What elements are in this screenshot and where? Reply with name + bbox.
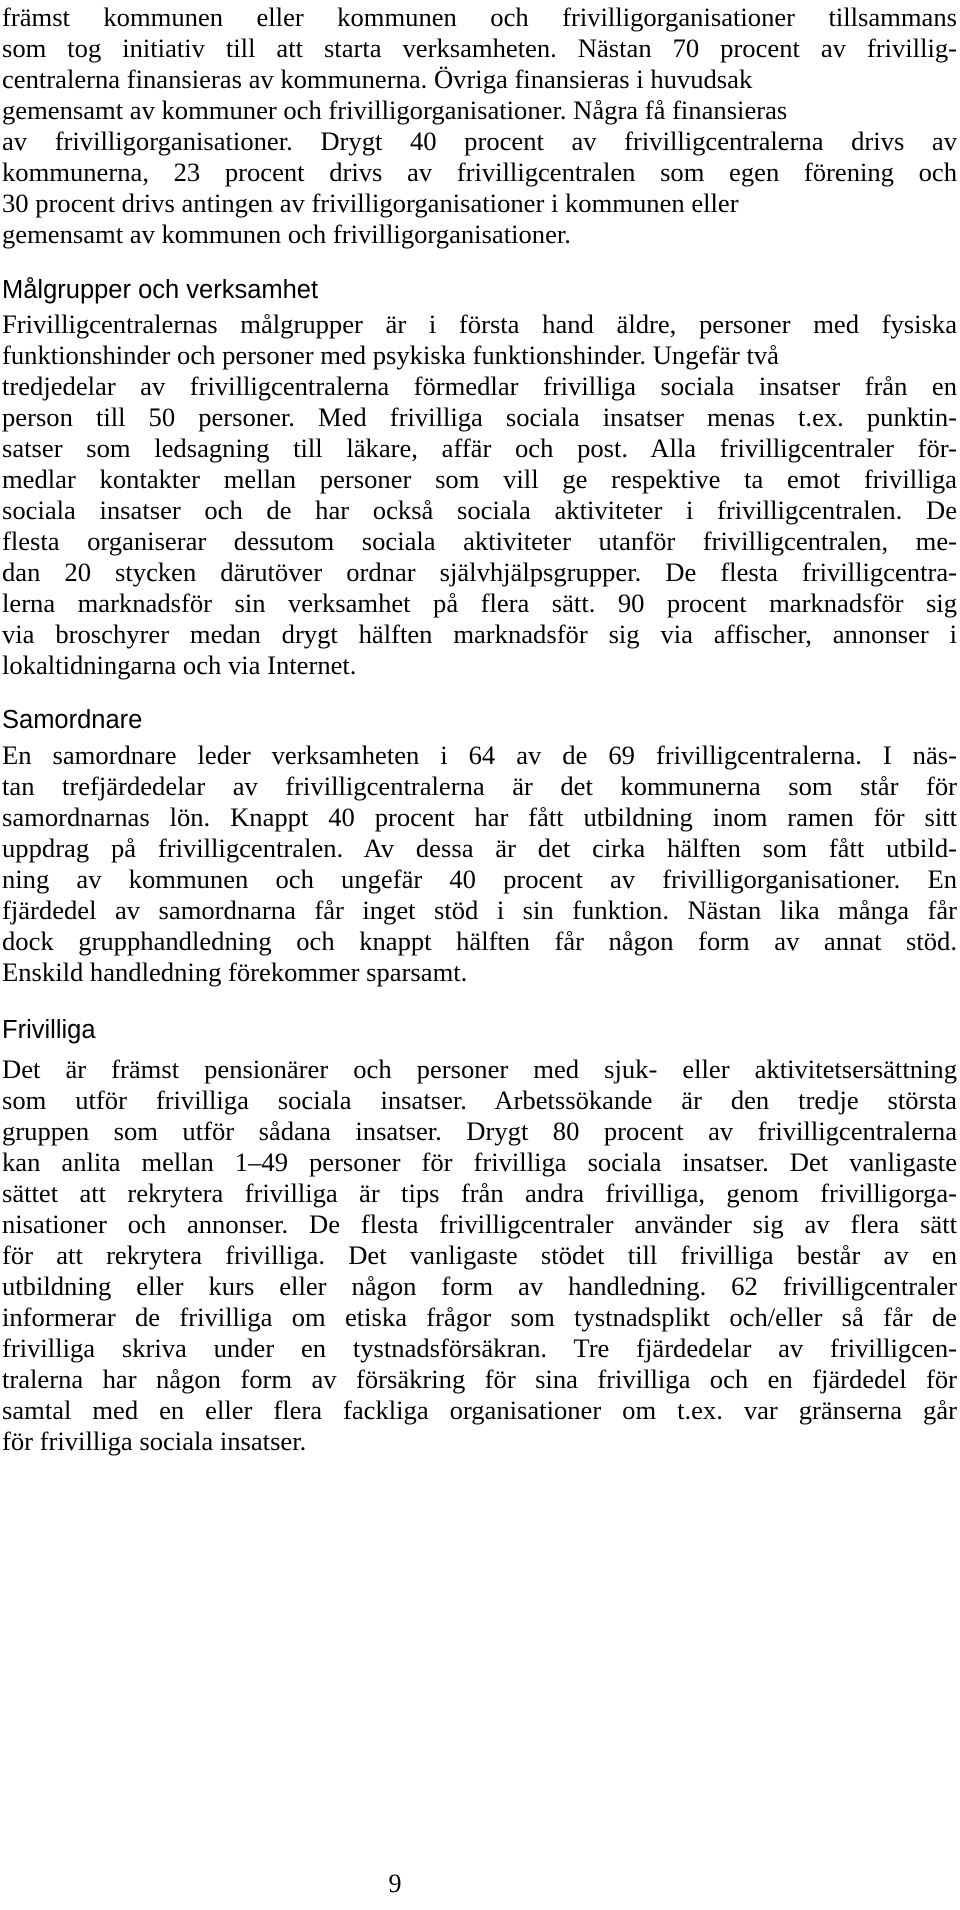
paragraph-line: medlar kontakter mellan personer som vill ge respektive ta emot frivilliga — [2, 464, 957, 494]
paragraph-line: för frivilliga sociala insatser. — [2, 1426, 307, 1456]
paragraph-line: nisationer och annonser. De flesta frivilligcentraler använder sig av flera sätt — [2, 1209, 957, 1239]
intro-line: främst kommunen eller kommunen och frivilligorganisationer tillsammans — [2, 2, 957, 32]
paragraph-line: informerar de frivilliga om etiska frågor som tystnadsplikt och/eller så får de — [2, 1302, 957, 1332]
paragraph-line: samordnarnas lön. Knappt 40 procent har fått utbildning inom ramen för sitt — [2, 802, 957, 832]
paragraph-line: lerna marknadsför sin verksamhet på flera sätt. 90 procent marknadsför sig — [2, 588, 957, 618]
paragraph-line: tan trefjärdedelar av frivilligcentralerna är det kommunerna som står för — [2, 771, 957, 801]
paragraph-line: dan 20 stycken därutöver ordnar självhjälpsgrupper. De flesta frivilligcentra- — [2, 557, 957, 587]
section-heading: Samordnare — [2, 706, 143, 734]
intro-line: kommunerna, 23 procent drivs av frivilligcentralen som egen förening och — [2, 157, 957, 187]
paragraph-line: som utför frivilliga sociala insatser. Arbetssökande är den tredje största — [2, 1085, 957, 1115]
paragraph-line: via broschyrer medan drygt hälften marknadsför sig via affischer, annonser i — [2, 619, 957, 649]
paragraph-line: lokaltidningarna och via Internet. — [2, 650, 357, 680]
paragraph-line: samtal med en eller flera fackliga organisationer om t.ex. var gränserna går — [2, 1395, 957, 1425]
intro-line: som tog initiativ till att starta verksamheten. Nästan 70 procent av frivillig- — [2, 33, 957, 63]
section-heading: Frivilliga — [2, 1016, 96, 1044]
paragraph-line: Enskild handledning förekommer sparsamt. — [2, 957, 468, 987]
intro-line: 30 procent drivs antingen av frivilligorganisationer i kommunen eller — [2, 188, 739, 218]
page-number: 9 — [388, 1869, 402, 1898]
paragraph-line: frivilliga skriva under en tystnadsförsäkran. Tre fjärdedelar av frivilligcen- — [2, 1333, 957, 1363]
section-heading: Målgrupper och verksamhet — [2, 276, 319, 304]
paragraph-line: flesta organiserar dessutom sociala aktiviteter utanför frivilligcentralen, me- — [2, 526, 957, 556]
paragraph-line: gruppen som utför sådana insatser. Drygt 80 procent av frivilligcentralerna — [2, 1116, 957, 1146]
paragraph-line: ning av kommunen och ungefär 40 procent av frivilligorganisationer. En — [2, 864, 957, 894]
intro-line: gemensamt av kommuner och frivilligorganisationer. Några få finansieras — [2, 95, 788, 125]
paragraph-line: tredjedelar av frivilligcentralerna förmedlar frivilliga sociala insatser från en — [2, 371, 957, 401]
paragraph-line: uppdrag på frivilligcentralen. Av dessa är det cirka hälften som fått utbild- — [2, 833, 957, 863]
paragraph-line: Det är främst pensionärer och personer med sjuk- eller aktivitetsersättning — [2, 1054, 957, 1084]
paragraph-line: person till 50 personer. Med frivilliga sociala insatser menas t.ex. punktin- — [2, 402, 957, 432]
paragraph-line: tralerna har någon form av försäkring för sina frivilliga och en fjärdedel för — [2, 1364, 957, 1394]
paragraph-line: dock grupphandledning och knappt hälften får någon form av annat stöd. — [2, 926, 957, 956]
paragraph-line: satser som ledsagning till läkare, affär och post. Alla frivilligcentraler för- — [2, 433, 957, 463]
paragraph-line: sättet att rekrytera frivilliga är tips från andra frivilliga, genom frivilligorga- — [2, 1178, 957, 1208]
paragraph-line: funktionshinder och personer med psykiska funktionshinder. Ungefär två — [2, 340, 779, 370]
paragraph-line: kan anlita mellan 1–49 personer för frivilliga sociala insatser. Det vanligaste — [2, 1147, 957, 1177]
intro-line: centralerna finansieras av kommunerna. Övriga finansieras i huvudsak — [2, 64, 753, 94]
paragraph-line: för att rekrytera frivilliga. Det vanligaste stödet till frivilliga består av en — [2, 1240, 957, 1270]
paragraph-line: sociala insatser och de har också sociala aktiviteter i frivilligcentralen. De — [2, 495, 957, 525]
intro-line: av frivilligorganisationer. Drygt 40 procent av frivilligcentralerna drivs av — [2, 126, 957, 156]
paragraph-line: utbildning eller kurs eller någon form av handledning. 62 frivilligcentraler — [2, 1271, 957, 1301]
paragraph-line: En samordnare leder verksamheten i 64 av de 69 frivilligcentralerna. I näs- — [2, 740, 957, 770]
paragraph-line: Frivilligcentralernas målgrupper är i första hand äldre, personer med fysiska — [2, 309, 957, 339]
paragraph-line: fjärdedel av samordnarna får inget stöd i sin funktion. Nästan lika många får — [2, 895, 957, 925]
intro-line: gemensamt av kommunen och frivilligorganisationer. — [2, 219, 571, 249]
